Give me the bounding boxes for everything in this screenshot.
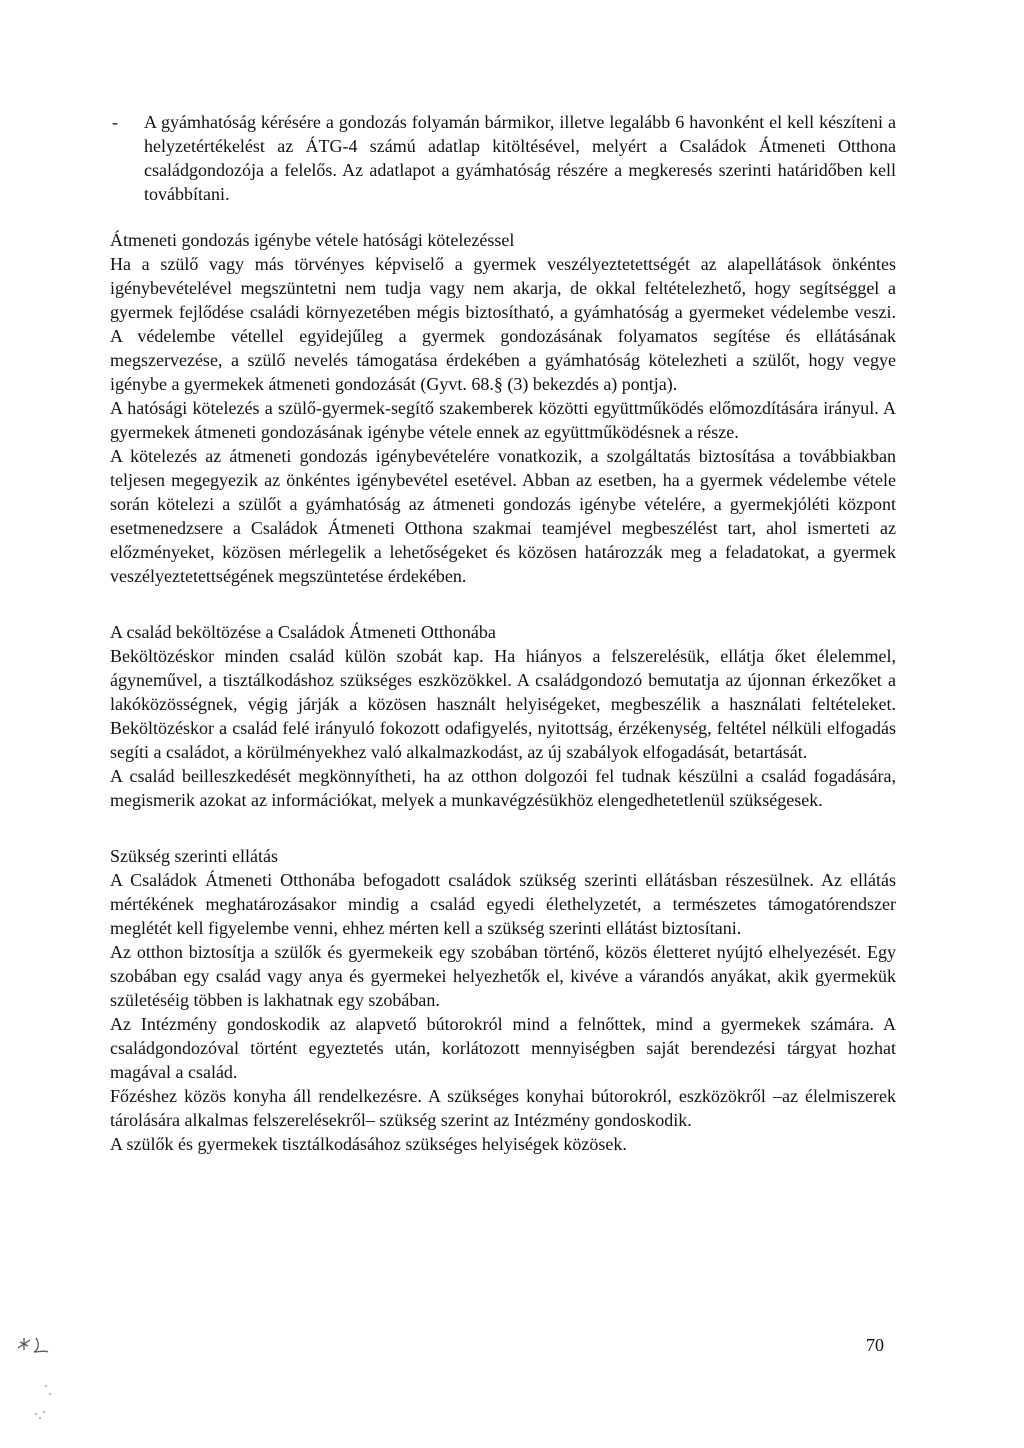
document-page bbox=[110, 110, 896, 1156]
paragraph: A Családok Átmeneti Otthonába befogadott családok szükség szerinti ellátásban részesülnek. Az ellátás mértékének meghatározásakor mindig a család egyedi élethelyzetét, a természetes támogatórendszer meglétét kell figyelembe venni, ehhez mérten kell a szükség szerinti ellátást biztosítani. bbox=[110, 870, 896, 938]
section-heading: A család beköltözése a Családok Átmeneti Otthonába bbox=[110, 622, 496, 642]
bullet-item bbox=[110, 110, 896, 206]
paragraph: A hatósági kötelezés a szülő-gyermek-segítő szakemberek közötti együttműködés előmozdítására irányul. A gyermekek átmeneti gondozásának igénybe vétele ennek az együttműködésnek a része. bbox=[110, 398, 896, 442]
paragraph: A család beilleszkedését megkönnyítheti, ha az otthon dolgozói fel tudnak készülni a család fogadására, megismerik azokat az információkat, melyek a munkavégzésükhöz elengedhetetlenül szükségesek. bbox=[110, 766, 896, 810]
paragraph: Az Intézmény gondoskodik az alapvető bútorokról mind a felnőttek, mind a gyermekek számára. A családgondozóval történt egyeztetés után, korlátozott mennyiségben saját berendezési tárgyat hozhat magával a család. bbox=[110, 1014, 896, 1082]
paragraph: Ha a szülő vagy más törvényes képviselő a gyermek veszélyeztetettségét az alapellátások önkéntes igénybevételével megszüntetni nem tudja vagy nem akarja, de okkal feltételezhető, hogy segítséggel a gyermek fejlődése családi környezetében mégis biztosítható, a gyámhatóság a gyermeket védelembe veszi. A védelembe vétellel egyidejűleg a gyermek gondozásának folyamatos segítése és ellátásának megszervezése, a szülő nevelés támogatása érdekében a gyámhatóság kötelezheti a szülőt, hogy vegye igénybe a gyermekek átmeneti gondozását (Gyvt. 68.§ (3) bekezdés a) pontja). bbox=[110, 254, 896, 394]
section-hatosagi-kotelezes bbox=[110, 228, 896, 588]
paragraph: Beköltözéskor minden család külön szobát kap. Ha hiányos a felszerelésük, ellátja őket élelemmel, ágyneművel, a tisztálkodáshoz szükséges eszközökkel. A családgondozó bemutatja az újonnan érkezőket a lakóközösségnek, végig járják a közösen használt helyiségeket, megbeszélik a használati feltételeket. Beköltözéskor a család felé irányuló fokozott odafigyelés, nyitottság, érzékenység, feltétel nélküli elfogadás segíti a családot, a körülményekhez való alkalmazkodást, az új szabályok elfogadását, betartását. bbox=[110, 646, 896, 762]
section-szukseg-szerinti-ellatas bbox=[110, 844, 896, 1156]
bullet-text: A gyámhatóság kérésére a gondozás folyamán bármikor, illetve legalább 6 havonként el kell készíteni a helyzetértékelést az ÁTG-4 számú adatlap kitöltésével, melyért a Családok Átmeneti Otthona családgondozója a felelős. Az adatlapot a gyámhatóság részére a megkeresés szerinti határidőben kell továbbítani. bbox=[144, 112, 896, 204]
page-number: 70 bbox=[866, 1335, 884, 1355]
section-heading: Átmeneti gondozás igénybe vétele hatósági kötelezéssel bbox=[110, 230, 515, 250]
paragraph: A kötelezés az átmeneti gondozás igénybevételére vonatkozik, a szolgáltatás biztosítása a továbbiakban teljesen megegyezik az önkéntes igénybevétel esetével. Abban az esetben, ha a gyermek védelembe vétele során kötelezi a szülőt a gyámhatóság az átmeneti gondozás igénybe vételére, a gyermekjóléti központ esetmenedzsere a Családok Átmeneti Otthona szakmai teamjével megbeszélést tart, ahol ismerteti az előzményeket, közösen mérlegelik a lehetőségeket és közösen határozzák meg a feladatokat, a gyermek veszélyeztetettségének megszüntetése érdekében. bbox=[110, 446, 896, 586]
paragraph: Az otthon biztosítja a szülők és gyermekeik egy szobában történő, közös életteret nyújtó elhelyezését. Egy szobában egy család vagy anya és gyermekei helyezhetők el, kivéve a várandós anyákat, akik gyermekük születéséig többen is lakhatnak egy szobában. bbox=[110, 942, 896, 1010]
handwritten-mark-icon bbox=[14, 1334, 70, 1424]
paragraph: A szülők és gyermekek tisztálkodásához szükséges helyiségek közösek. bbox=[110, 1134, 627, 1154]
paragraph: Főzéshez közös konyha áll rendelkezésre. A szükséges konyhai bútorokról, eszközökről –az élelmiszerek tárolására alkalmas felszerelésekről– szükség szerint az Intézmény gondoskodik. bbox=[110, 1086, 896, 1130]
section-heading: Szükség szerinti ellátás bbox=[110, 846, 278, 866]
bullet-marker: - bbox=[112, 112, 118, 132]
section-bekoltozes bbox=[110, 620, 896, 812]
